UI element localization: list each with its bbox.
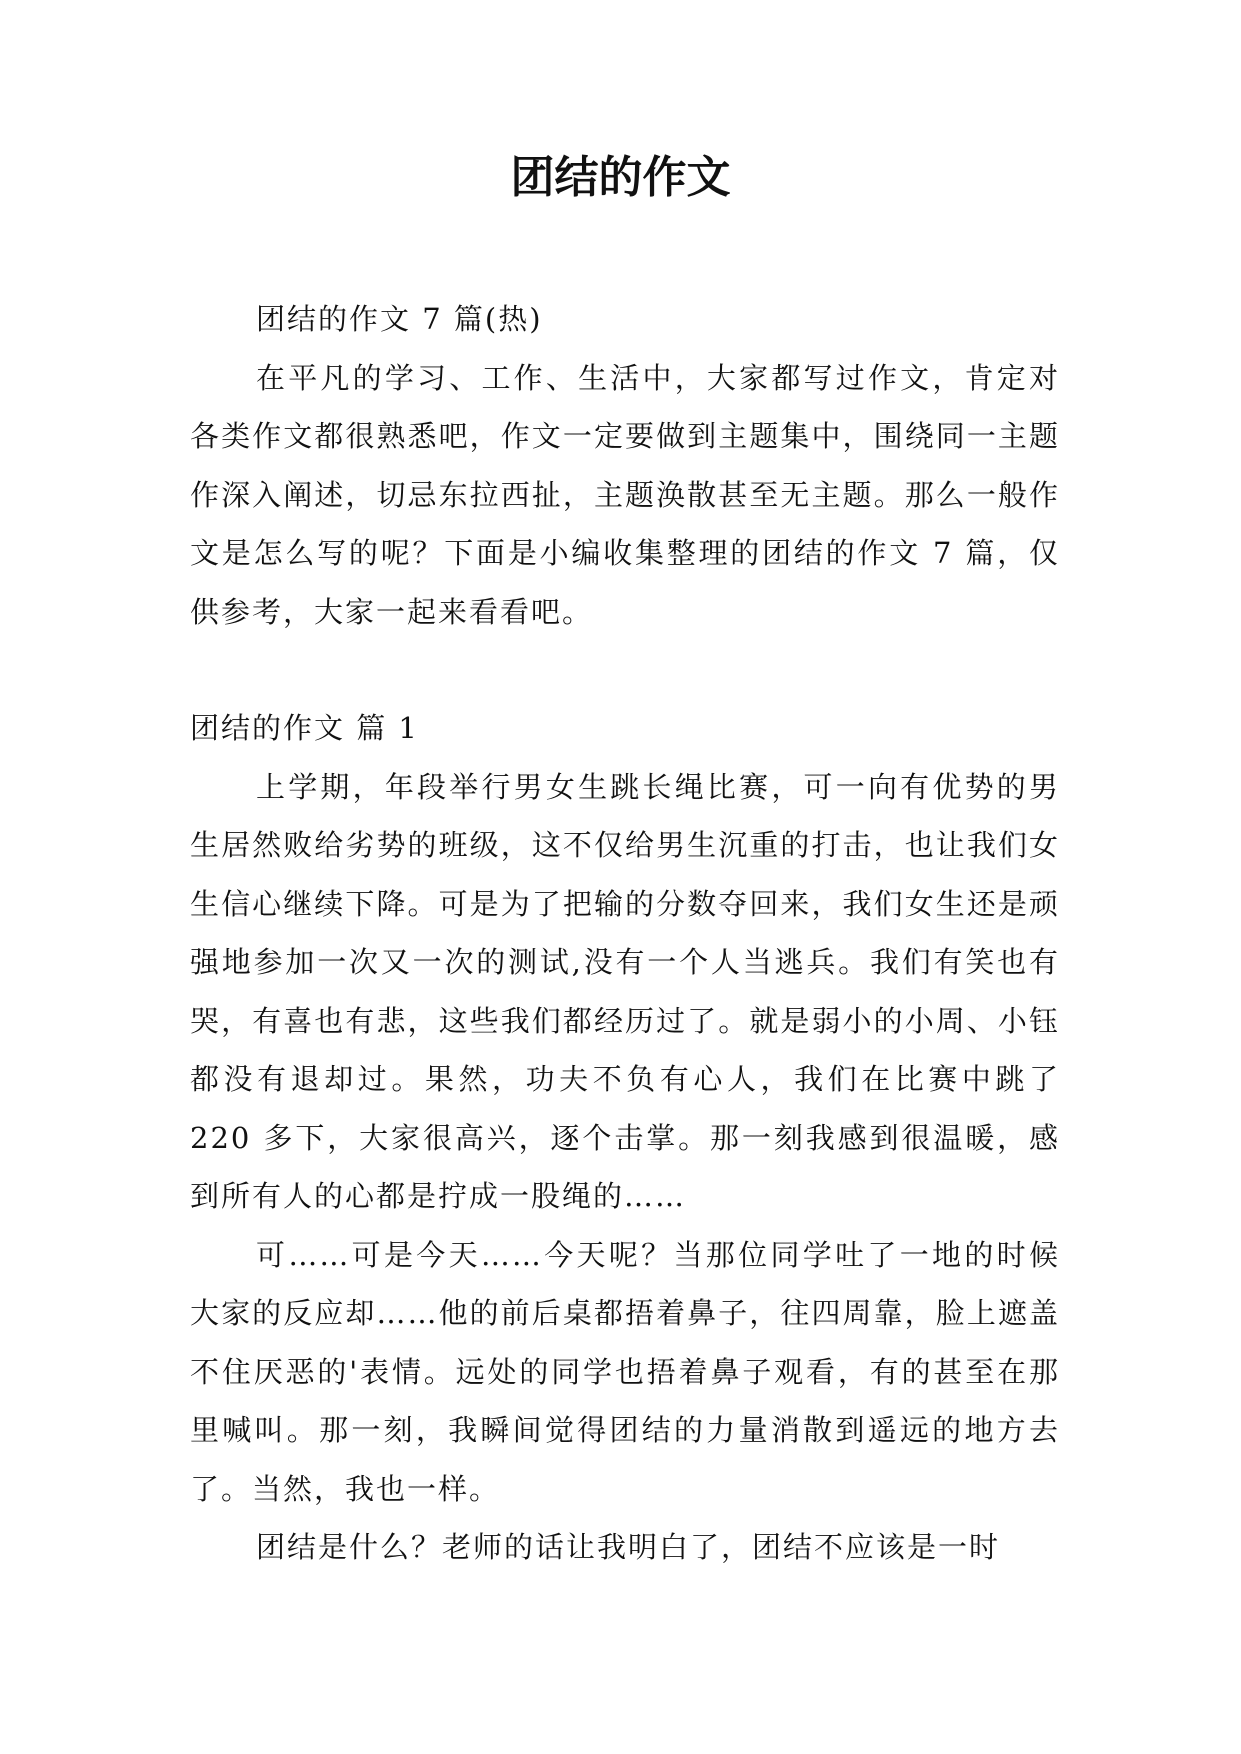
body-paragraph-1: 上学期，年段举行男女生跳长绳比赛，可一向有优势的男生居然败给劣势的班级，这不仅给男生沉重的打击，也让我们女生信心继续下降。可是为了把输的分数夺回来，我们女生还是顽强地参加一次又一次的测试,没有一个人当逃兵。我们有笑也有哭，有喜也有悲，这些我们都经历过了。就是弱小的小周、小钰都没有退却过。果然，功夫不负有心人，我们在比赛中跳了 220 多下，大家很高兴，逐个击掌。那一刻我感到很温暖，感到所有人的心都是拧成一股绳的…… (190, 769, 1060, 1213)
document-body (190, 290, 1060, 1577)
section-heading: 团结的作文 篇 1 (190, 711, 419, 745)
subtitle-line: 团结的作文 7 篇(热) (256, 302, 543, 336)
body-paragraph-2: 可……可是今天……今天呢？当那位同学吐了一地的时候大家的反应却……他的前后桌都捂着鼻子，往四周靠，脸上遮盖不住厌恶的'表情。远处的同学也捂着鼻子观看，有的甚至在那里喊叫。那一刻，我瞬间觉得团结的力量消散到遥远的地方去了。当然，我也一样。 (190, 1237, 1060, 1506)
section-spacer (190, 641, 1060, 699)
document-title: 团结的作文 (510, 152, 731, 203)
body-paragraph-3: 团结是什么？老师的话让我明白了，团结不应该是一时 (256, 1530, 1001, 1564)
intro-paragraph: 在平凡的学习、工作、生活中，大家都写过作文，肯定对各类作文都很熟悉吧，作文一定要做到主题集中，围绕同一主题作深入阐述，切忌东拉西扯，主题涣散甚至无主题。那么一般作文是怎么写的呢？下面是小编收集整理的团结的作文 7 篇，仅供参考，大家一起来看看吧。 (190, 360, 1060, 629)
